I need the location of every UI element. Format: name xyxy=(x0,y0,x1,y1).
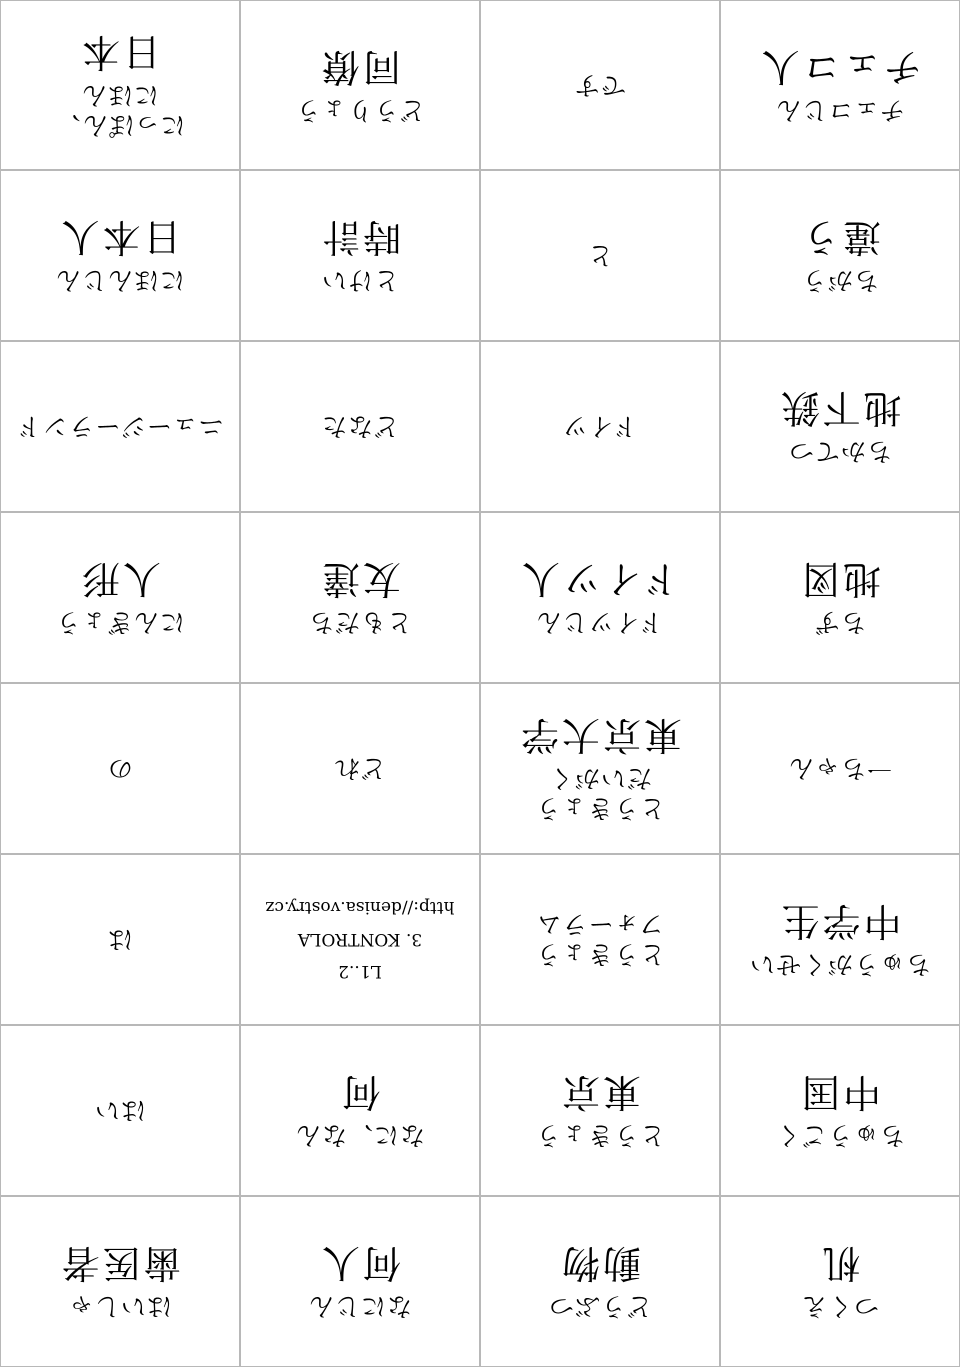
vocab-card xyxy=(240,170,480,341)
card-reading: ちず xyxy=(814,608,867,638)
vocab-card xyxy=(0,512,240,683)
vocab-card xyxy=(240,0,480,170)
vocab-card xyxy=(720,854,960,1025)
info-lesson: L1..2 xyxy=(338,961,382,982)
vocab-card xyxy=(480,854,720,1025)
vocab-card xyxy=(480,512,720,683)
card-reading: にんぎょう xyxy=(55,608,186,638)
card-reading: は xyxy=(107,925,134,955)
card-reading: にっぽん、 にほん xyxy=(54,81,186,140)
vocab-card xyxy=(480,683,720,854)
card-reading: ともだち xyxy=(308,608,413,638)
card-word: 何人 xyxy=(319,1241,402,1286)
card-reading: とけい xyxy=(321,266,400,296)
card-reading: とうきょう だいがく xyxy=(535,764,666,824)
vocab-card xyxy=(0,683,240,854)
card-word: 動物 xyxy=(559,1241,642,1286)
card-reading: どうぶつ xyxy=(548,1292,653,1322)
vocab-card xyxy=(480,341,720,512)
card-reading: どうりょう xyxy=(295,96,426,125)
card-word: ドイツ人 xyxy=(518,557,682,602)
card-reading: とうきょう フォーラム xyxy=(535,910,666,970)
card-reading: どれ xyxy=(334,754,387,784)
vocab-card xyxy=(480,1196,720,1367)
card-reading: はい xyxy=(94,1096,147,1126)
card-reading: つくえ xyxy=(801,1292,880,1322)
card-word: 違う xyxy=(799,215,882,260)
card-reading: ドイツじん xyxy=(535,608,665,638)
info-title: 3. KONTROLA xyxy=(297,929,423,950)
vocab-card xyxy=(480,170,720,341)
card-reading: です xyxy=(574,71,627,100)
vocab-card xyxy=(240,1196,480,1367)
vocab-card xyxy=(720,683,960,854)
card-word: 時計 xyxy=(319,215,402,260)
vocab-card xyxy=(240,512,480,683)
card-word: 歯医者 xyxy=(58,1241,182,1286)
vocab-card xyxy=(240,341,480,512)
card-reading: と xyxy=(587,241,614,271)
card-word: 日本人 xyxy=(58,215,182,260)
info-card xyxy=(240,854,480,1025)
card-word: 机 xyxy=(819,1241,861,1286)
card-reading: ちがう xyxy=(801,266,880,296)
card-reading: なにじん xyxy=(308,1292,413,1322)
vocab-card xyxy=(0,854,240,1025)
card-word: 何 xyxy=(339,1070,381,1115)
card-reading: どなた xyxy=(321,412,400,442)
vocab-card xyxy=(720,512,960,683)
card-reading: ニュージーランド xyxy=(16,412,224,442)
card-word: 地下鉄 xyxy=(778,386,902,431)
card-word: 同僚 xyxy=(319,45,402,89)
vocab-card xyxy=(480,1025,720,1196)
card-reading: はいしゃ xyxy=(68,1292,173,1322)
vocab-card xyxy=(240,1025,480,1196)
card-reading: チェコじん xyxy=(775,96,905,125)
card-reading: なに、なん xyxy=(295,1121,426,1151)
vocab-card xyxy=(720,170,960,341)
card-word: チェコ人 xyxy=(758,45,922,89)
vocab-card xyxy=(0,170,240,341)
vocab-card xyxy=(480,0,720,170)
card-word: 日本 xyxy=(79,30,162,74)
card-word: 中国 xyxy=(799,1070,882,1115)
card-reading: とうきょう xyxy=(535,1121,666,1151)
vocab-card xyxy=(0,1196,240,1367)
vocab-card xyxy=(720,1196,960,1367)
card-word: 東京 xyxy=(559,1070,642,1115)
info-url: http://denisa.vostry.cz xyxy=(265,897,455,918)
card-word: 東京大学 xyxy=(518,713,683,758)
card-reading: ドイツ xyxy=(561,412,639,442)
vocab-card xyxy=(720,341,960,512)
vocab-card xyxy=(240,683,480,854)
card-word: 友達 xyxy=(319,557,402,602)
card-reading: の xyxy=(107,754,134,784)
vocab-card xyxy=(0,0,240,170)
vocab-card xyxy=(0,341,240,512)
card-word: 中学生 xyxy=(778,899,902,944)
card-reading: ちゅうごく xyxy=(775,1121,906,1151)
card-reading: ちかてつ xyxy=(788,437,893,467)
vocab-card xyxy=(720,0,960,170)
card-word: 地図 xyxy=(799,557,882,602)
card-reading: 一ちゃん xyxy=(788,754,893,784)
vocab-card xyxy=(0,1025,240,1196)
card-word: 人形 xyxy=(79,557,162,602)
card-reading: ちゅうがくせい xyxy=(749,950,932,980)
vocab-card xyxy=(720,1025,960,1196)
card-reading: にほんじん xyxy=(55,266,186,296)
